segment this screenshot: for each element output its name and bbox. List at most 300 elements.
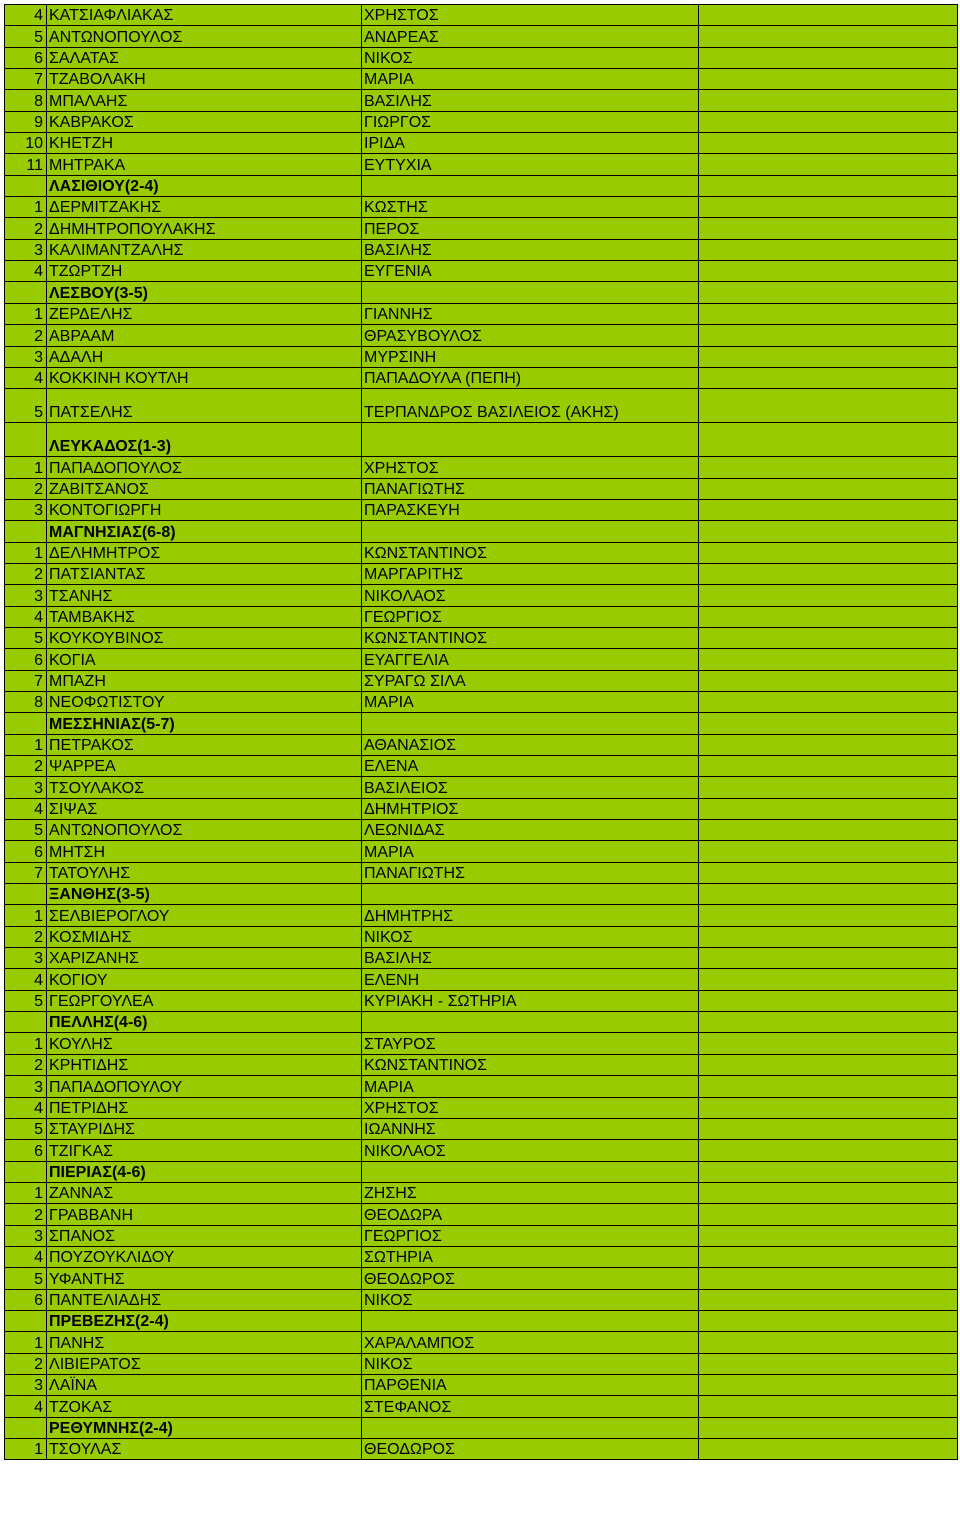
- first-name-cell[interactable]: ΣΤΕΦΑΝΟΣ: [362, 1396, 699, 1417]
- row-number-cell[interactable]: 6: [5, 1140, 47, 1161]
- empty-cell[interactable]: [699, 282, 958, 303]
- empty-cell[interactable]: [699, 585, 958, 606]
- row-number-cell[interactable]: 2: [5, 1204, 47, 1225]
- row-number-cell[interactable]: 10: [5, 133, 47, 154]
- region-name-cell[interactable]: ΡΕΘΥΜΝΗΣ(2-4): [47, 1417, 362, 1438]
- empty-cell[interactable]: [699, 734, 958, 755]
- first-name-cell[interactable]: ΓΕΩΡΓΙΟΣ: [362, 1225, 699, 1246]
- region-header-row: [5, 521, 958, 542]
- row-number-cell[interactable]: 11: [5, 154, 47, 175]
- first-name-cell[interactable]: ΜΥΡΣΙΝΗ: [362, 346, 699, 367]
- empty-cell[interactable]: [699, 5, 958, 26]
- first-name-cell[interactable]: [362, 1161, 699, 1182]
- region-header-row: [5, 423, 958, 457]
- row-number-cell[interactable]: 9: [5, 111, 47, 132]
- table-row: [5, 990, 958, 1011]
- surname-cell[interactable]: ΤΖΙΓΚΑΣ: [47, 1140, 362, 1161]
- region-name-cell[interactable]: ΠΙΕΡΙΑΣ(4-6): [47, 1161, 362, 1182]
- first-name-cell[interactable]: [362, 282, 699, 303]
- row-number-cell[interactable]: [5, 884, 47, 905]
- empty-cell[interactable]: [699, 905, 958, 926]
- row-number-cell[interactable]: 2: [5, 563, 47, 584]
- empty-cell[interactable]: [699, 521, 958, 542]
- empty-cell[interactable]: [699, 1332, 958, 1353]
- table-row: [5, 756, 958, 777]
- first-name-cell[interactable]: ΠΕΡΟΣ: [362, 218, 699, 239]
- empty-cell[interactable]: [699, 111, 958, 132]
- first-name-cell[interactable]: ΒΑΣΙΛΗΣ: [362, 90, 699, 111]
- row-number-cell[interactable]: 4: [5, 969, 47, 990]
- row-number-cell[interactable]: 2: [5, 1353, 47, 1374]
- table-row: [5, 606, 958, 627]
- row-number-cell[interactable]: 3: [5, 948, 47, 969]
- first-name-cell[interactable]: ΤΕΡΠΑΝΔΡΟΣ ΒΑΣΙΛΕΙΟΣ (ΑΚΗΣ): [362, 389, 699, 423]
- empty-cell[interactable]: [699, 1268, 958, 1289]
- first-name-cell[interactable]: ΔΗΜΗΤΡΙΟΣ: [362, 798, 699, 819]
- first-name-cell[interactable]: ΝΙΚΟΛΑΟΣ: [362, 1140, 699, 1161]
- empty-cell[interactable]: [699, 346, 958, 367]
- empty-cell[interactable]: [699, 990, 958, 1011]
- row-number-cell[interactable]: 7: [5, 862, 47, 883]
- first-name-cell[interactable]: ΚΩΣΤΗΣ: [362, 197, 699, 218]
- table-row: [5, 777, 958, 798]
- row-number-cell[interactable]: [5, 521, 47, 542]
- table-row: [5, 670, 958, 691]
- row-number-cell[interactable]: 1: [5, 1439, 47, 1460]
- first-name-cell[interactable]: ΜΑΡΙΑ: [362, 691, 699, 712]
- empty-cell[interactable]: [699, 1310, 958, 1331]
- first-name-cell[interactable]: ΔΗΜΗΤΡΗΣ: [362, 905, 699, 926]
- empty-cell[interactable]: [699, 239, 958, 260]
- first-name-cell[interactable]: ΜΑΡΙΑ: [362, 841, 699, 862]
- table-row: [5, 1246, 958, 1267]
- first-name-cell[interactable]: ΠΑΝΑΓΙΩΤΗΣ: [362, 862, 699, 883]
- empty-cell[interactable]: [699, 606, 958, 627]
- surname-cell[interactable]: ΤΖΟΚΑΣ: [47, 1396, 362, 1417]
- row-number-cell[interactable]: 4: [5, 5, 47, 26]
- row-number-cell[interactable]: 1: [5, 905, 47, 926]
- row-number-cell[interactable]: 2: [5, 1054, 47, 1075]
- empty-cell[interactable]: [699, 1097, 958, 1118]
- surname-cell[interactable]: ΥΦΑΝΤΗΣ: [47, 1268, 362, 1289]
- row-number-cell[interactable]: 2: [5, 478, 47, 499]
- region-name-cell[interactable]: ΛΕΥΚΑΔΟΣ(1-3): [47, 423, 362, 457]
- row-number-cell[interactable]: 3: [5, 1225, 47, 1246]
- row-number-cell[interactable]: 5: [5, 389, 47, 423]
- row-number-cell[interactable]: 1: [5, 457, 47, 478]
- surname-cell[interactable]: ΠΑΠΑΔΟΠΟΥΛΟΥ: [47, 1076, 362, 1097]
- surname-cell[interactable]: ΛΑΪΝΑ: [47, 1374, 362, 1395]
- row-number-cell[interactable]: 2: [5, 926, 47, 947]
- surname-cell[interactable]: ΠΑΠΑΔΟΠΟΥΛΟΣ: [47, 457, 362, 478]
- first-name-cell[interactable]: ΓΕΩΡΓΙΟΣ: [362, 606, 699, 627]
- first-name-cell[interactable]: ΚΩΝΣΤΑΝΤΙΝΟΣ: [362, 542, 699, 563]
- surname-cell[interactable]: ΚΟΥΚΟΥΒΙΝΟΣ: [47, 627, 362, 648]
- region-name-cell[interactable]: ΠΡΕΒΕΖΗΣ(2-4): [47, 1310, 362, 1331]
- table-row: [5, 90, 958, 111]
- surname-cell[interactable]: ΔΗΜΗΤΡΟΠΟΥΛΑΚΗΣ: [47, 218, 362, 239]
- row-number-cell[interactable]: 1: [5, 542, 47, 563]
- empty-cell[interactable]: [699, 1118, 958, 1139]
- empty-cell[interactable]: [699, 197, 958, 218]
- row-number-cell[interactable]: 5: [5, 627, 47, 648]
- surname-cell[interactable]: ΚΑΒΡΑΚΟΣ: [47, 111, 362, 132]
- surname-cell[interactable]: ΚΟΓΙΑ: [47, 649, 362, 670]
- empty-cell[interactable]: [699, 948, 958, 969]
- surname-cell[interactable]: ΤΣΑΝΗΣ: [47, 585, 362, 606]
- empty-cell[interactable]: [699, 1353, 958, 1374]
- first-name-cell[interactable]: [362, 884, 699, 905]
- region-header-row: [5, 1012, 958, 1033]
- empty-cell[interactable]: [699, 303, 958, 324]
- row-number-cell[interactable]: 5: [5, 820, 47, 841]
- first-name-cell[interactable]: ΣΤΑΥΡΟΣ: [362, 1033, 699, 1054]
- empty-cell[interactable]: [699, 1012, 958, 1033]
- first-name-cell[interactable]: [362, 521, 699, 542]
- first-name-cell[interactable]: ΕΥΑΓΓΕΛΙΑ: [362, 649, 699, 670]
- row-number-cell[interactable]: 4: [5, 606, 47, 627]
- region-name-cell[interactable]: ΛΕΣΒΟΥ(3-5): [47, 282, 362, 303]
- row-number-cell[interactable]: 3: [5, 1374, 47, 1395]
- row-number-cell[interactable]: 8: [5, 90, 47, 111]
- table-row: [5, 563, 958, 584]
- surname-cell[interactable]: ΑΔΑΛΗ: [47, 346, 362, 367]
- first-name-cell[interactable]: ΧΡΗΣΤΟΣ: [362, 5, 699, 26]
- surname-cell[interactable]: ΚΟΝΤΟΓΙΩΡΓΗ: [47, 499, 362, 520]
- row-number-cell[interactable]: [5, 282, 47, 303]
- first-name-cell[interactable]: ΧΡΗΣΤΟΣ: [362, 1097, 699, 1118]
- row-number-cell[interactable]: 1: [5, 1033, 47, 1054]
- first-name-cell[interactable]: ΑΝΔΡΕΑΣ: [362, 26, 699, 47]
- first-name-cell[interactable]: ΜΑΡΙΑ: [362, 1076, 699, 1097]
- table-row: [5, 261, 958, 282]
- row-number-cell[interactable]: 4: [5, 1097, 47, 1118]
- table-row: [5, 1439, 958, 1460]
- first-name-cell[interactable]: ΖΗΣΗΣ: [362, 1182, 699, 1203]
- empty-cell[interactable]: [699, 154, 958, 175]
- row-number-cell[interactable]: 2: [5, 218, 47, 239]
- surname-cell[interactable]: ΠΑΝΗΣ: [47, 1332, 362, 1353]
- first-name-cell[interactable]: ΘΕΟΔΩΡΟΣ: [362, 1268, 699, 1289]
- row-number-cell[interactable]: 4: [5, 367, 47, 388]
- first-name-cell[interactable]: ΜΑΡΙΑ: [362, 69, 699, 90]
- table-row: [5, 47, 958, 68]
- surname-cell[interactable]: ΨΑΡΡΕΑ: [47, 756, 362, 777]
- first-name-cell[interactable]: ΒΑΣΙΛΕΙΟΣ: [362, 777, 699, 798]
- row-number-cell[interactable]: 8: [5, 691, 47, 712]
- row-number-cell[interactable]: 3: [5, 585, 47, 606]
- surname-cell[interactable]: ΑΝΤΩΝΟΠΟΥΛΟΣ: [47, 26, 362, 47]
- region-header-row: [5, 713, 958, 734]
- row-number-cell[interactable]: 7: [5, 69, 47, 90]
- empty-cell[interactable]: [699, 1246, 958, 1267]
- first-name-cell[interactable]: ΕΛΕΝΑ: [362, 756, 699, 777]
- empty-cell[interactable]: [699, 1417, 958, 1438]
- empty-cell[interactable]: [699, 261, 958, 282]
- surname-cell[interactable]: ΤΖΩΡΤΖΗ: [47, 261, 362, 282]
- surname-cell[interactable]: ΤΑΤΟΥΛΗΣ: [47, 862, 362, 883]
- surname-cell[interactable]: ΖΕΡΔΕΛΗΣ: [47, 303, 362, 324]
- empty-cell[interactable]: [699, 457, 958, 478]
- region-name-cell[interactable]: ΜΑΓΝΗΣΙΑΣ(6-8): [47, 521, 362, 542]
- row-number-cell[interactable]: [5, 1012, 47, 1033]
- surname-cell[interactable]: ΣΕΛΒΙΕΡΟΓΛΟΥ: [47, 905, 362, 926]
- table-row: [5, 1140, 958, 1161]
- first-name-cell[interactable]: ΠΑΡΘΕΝΙΑ: [362, 1374, 699, 1395]
- row-number-cell[interactable]: 6: [5, 1289, 47, 1310]
- surname-cell[interactable]: ΠΕΤΡΙΔΗΣ: [47, 1097, 362, 1118]
- empty-cell[interactable]: [699, 1182, 958, 1203]
- empty-cell[interactable]: [699, 649, 958, 670]
- empty-cell[interactable]: [699, 1225, 958, 1246]
- surname-cell[interactable]: ΜΠΑΛΑΗΣ: [47, 90, 362, 111]
- first-name-cell[interactable]: ΠΑΡΑΣΚΕΥΗ: [362, 499, 699, 520]
- first-name-cell[interactable]: ΜΑΡΓΑΡΙΤΗΣ: [362, 563, 699, 584]
- surname-cell[interactable]: ΝΕΟΦΩΤΙΣΤΟΥ: [47, 691, 362, 712]
- region-header-row: [5, 1310, 958, 1331]
- empty-cell[interactable]: [699, 969, 958, 990]
- row-number-cell[interactable]: 1: [5, 303, 47, 324]
- first-name-cell[interactable]: ΚΩΝΣΤΑΝΤΙΝΟΣ: [362, 627, 699, 648]
- table-row: [5, 1097, 958, 1118]
- region-name-cell[interactable]: ΜΕΣΣΗΝΙΑΣ(5-7): [47, 713, 362, 734]
- empty-cell[interactable]: [699, 820, 958, 841]
- surname-cell[interactable]: ΓΕΩΡΓΟΥΛΕΑ: [47, 990, 362, 1011]
- first-name-cell[interactable]: ΝΙΚΟΣ: [362, 1353, 699, 1374]
- empty-cell[interactable]: [699, 563, 958, 584]
- empty-cell[interactable]: [699, 542, 958, 563]
- first-name-cell[interactable]: ΙΩΑΝΝΗΣ: [362, 1118, 699, 1139]
- surname-cell[interactable]: ΚΗΕΤΖΗ: [47, 133, 362, 154]
- first-name-cell[interactable]: ΚΥΡΙΑΚΗ - ΣΩΤΗΡΙΑ: [362, 990, 699, 1011]
- surname-cell[interactable]: ΖΑΝΝΑΣ: [47, 1182, 362, 1203]
- first-name-cell[interactable]: ΘΕΟΔΩΡΟΣ: [362, 1439, 699, 1460]
- surname-cell[interactable]: ΛΙΒΙΕΡΑΤΟΣ: [47, 1353, 362, 1374]
- first-name-cell[interactable]: [362, 713, 699, 734]
- empty-cell[interactable]: [699, 1204, 958, 1225]
- table-row: [5, 969, 958, 990]
- first-name-cell[interactable]: ΙΡΙΔΑ: [362, 133, 699, 154]
- first-name-cell[interactable]: [362, 1310, 699, 1331]
- row-number-cell[interactable]: 3: [5, 346, 47, 367]
- table-row: [5, 1225, 958, 1246]
- empty-cell[interactable]: [699, 1396, 958, 1417]
- empty-cell[interactable]: [699, 1076, 958, 1097]
- surname-cell[interactable]: ΤΣΟΥΛΑΚΟΣ: [47, 777, 362, 798]
- surname-cell[interactable]: ΠΕΤΡΑΚΟΣ: [47, 734, 362, 755]
- row-number-cell[interactable]: 5: [5, 1118, 47, 1139]
- table-row: [5, 239, 958, 260]
- empty-cell[interactable]: [699, 756, 958, 777]
- empty-cell[interactable]: [699, 69, 958, 90]
- first-name-cell[interactable]: ΝΙΚΟΣ: [362, 1289, 699, 1310]
- surname-cell[interactable]: ΠΟΥΖΟΥΚΛΙΔΟΥ: [47, 1246, 362, 1267]
- row-number-cell[interactable]: 3: [5, 777, 47, 798]
- empty-cell[interactable]: [699, 47, 958, 68]
- empty-cell[interactable]: [699, 325, 958, 346]
- first-name-cell[interactable]: ΚΩΝΣΤΑΝΤΙΝΟΣ: [362, 1054, 699, 1075]
- first-name-cell[interactable]: [362, 1012, 699, 1033]
- table-row: [5, 325, 958, 346]
- row-number-cell[interactable]: 4: [5, 1396, 47, 1417]
- table-row: [5, 389, 958, 423]
- surname-cell[interactable]: ΔΕΡΜΙΤΖΑΚΗΣ: [47, 197, 362, 218]
- row-number-cell[interactable]: 3: [5, 1076, 47, 1097]
- row-number-cell[interactable]: 2: [5, 756, 47, 777]
- surname-cell[interactable]: ΣΠΑΝΟΣ: [47, 1225, 362, 1246]
- table-row: [5, 820, 958, 841]
- empty-cell[interactable]: [699, 26, 958, 47]
- surname-cell[interactable]: ΚΑΛΙΜΑΝΤΖΑΛΗΣ: [47, 239, 362, 260]
- surname-cell[interactable]: ΜΠΑΖΗ: [47, 670, 362, 691]
- empty-cell[interactable]: [699, 798, 958, 819]
- surname-cell[interactable]: ΚΟΣΜΙΔΗΣ: [47, 926, 362, 947]
- empty-cell[interactable]: [699, 1054, 958, 1075]
- surname-cell[interactable]: ΚΟΓΙΟΥ: [47, 969, 362, 990]
- empty-cell[interactable]: [699, 423, 958, 457]
- first-name-cell[interactable]: ΘΡΑΣΥΒΟΥΛΟΣ: [362, 325, 699, 346]
- surname-cell[interactable]: ΠΑΤΣΕΛΗΣ: [47, 389, 362, 423]
- row-number-cell[interactable]: 2: [5, 325, 47, 346]
- row-number-cell[interactable]: 5: [5, 990, 47, 1011]
- empty-cell[interactable]: [699, 627, 958, 648]
- surname-cell[interactable]: ΚΟΥΛΗΣ: [47, 1033, 362, 1054]
- row-number-cell[interactable]: 1: [5, 197, 47, 218]
- empty-cell[interactable]: [699, 1439, 958, 1460]
- empty-cell[interactable]: [699, 926, 958, 947]
- table-row: [5, 499, 958, 520]
- first-name-cell[interactable]: ΛΕΩΝΙΔΑΣ: [362, 820, 699, 841]
- first-name-cell[interactable]: ΣΥΡΑΓΩ ΣΙΛΑ: [362, 670, 699, 691]
- surname-cell[interactable]: ΣΤΑΥΡΙΔΗΣ: [47, 1118, 362, 1139]
- first-name-cell[interactable]: ΕΥΓΕΝΙΑ: [362, 261, 699, 282]
- empty-cell[interactable]: [699, 133, 958, 154]
- first-name-cell[interactable]: ΠΑΠΑΔΟΥΛΑ (ΠΕΠΗ): [362, 367, 699, 388]
- empty-cell[interactable]: [699, 175, 958, 196]
- empty-cell[interactable]: [699, 1289, 958, 1310]
- empty-cell[interactable]: [699, 777, 958, 798]
- surname-cell[interactable]: ΜΗΤΡΑΚΑ: [47, 154, 362, 175]
- region-name-cell[interactable]: ΞΑΝΘΗΣ(3-5): [47, 884, 362, 905]
- row-number-cell[interactable]: [5, 423, 47, 457]
- row-number-cell[interactable]: 1: [5, 1182, 47, 1203]
- row-number-cell[interactable]: 1: [5, 1332, 47, 1353]
- first-name-cell[interactable]: ΓΙΩΡΓΟΣ: [362, 111, 699, 132]
- empty-cell[interactable]: [699, 691, 958, 712]
- first-name-cell[interactable]: ΧΡΗΣΤΟΣ: [362, 457, 699, 478]
- empty-cell[interactable]: [699, 1374, 958, 1395]
- row-number-cell[interactable]: 4: [5, 798, 47, 819]
- empty-cell[interactable]: [699, 389, 958, 423]
- row-number-cell[interactable]: 3: [5, 239, 47, 260]
- first-name-cell[interactable]: ΣΩΤΗΡΙΑ: [362, 1246, 699, 1267]
- empty-cell[interactable]: [699, 884, 958, 905]
- first-name-cell[interactable]: ΓΙΑΝΝΗΣ: [362, 303, 699, 324]
- empty-cell[interactable]: [699, 1033, 958, 1054]
- row-number-cell[interactable]: 6: [5, 649, 47, 670]
- first-name-cell[interactable]: ΘΕΟΔΩΡΑ: [362, 1204, 699, 1225]
- first-name-cell[interactable]: [362, 1417, 699, 1438]
- empty-cell[interactable]: [699, 1161, 958, 1182]
- row-number-cell[interactable]: 5: [5, 1268, 47, 1289]
- surname-cell[interactable]: ΑΒΡΑΑΜ: [47, 325, 362, 346]
- surname-cell[interactable]: ΣΑΛΑΤΑΣ: [47, 47, 362, 68]
- empty-cell[interactable]: [699, 478, 958, 499]
- first-name-cell[interactable]: [362, 423, 699, 457]
- region-name-cell[interactable]: ΛΑΣΙΘΙΟΥ(2-4): [47, 175, 362, 196]
- first-name-cell[interactable]: ΝΙΚΟΣ: [362, 47, 699, 68]
- first-name-cell[interactable]: ΠΑΝΑΓΙΩΤΗΣ: [362, 478, 699, 499]
- table-row: [5, 303, 958, 324]
- surname-cell[interactable]: ΠΑΤΣΙΑΝΤΑΣ: [47, 563, 362, 584]
- row-number-cell[interactable]: 5: [5, 26, 47, 47]
- empty-cell[interactable]: [699, 499, 958, 520]
- surname-cell[interactable]: ΣΙΨΑΣ: [47, 798, 362, 819]
- first-name-cell[interactable]: ΝΙΚΟΣ: [362, 926, 699, 947]
- empty-cell[interactable]: [699, 218, 958, 239]
- first-name-cell[interactable]: ΕΛΕΝΗ: [362, 969, 699, 990]
- empty-cell[interactable]: [699, 670, 958, 691]
- empty-cell[interactable]: [699, 841, 958, 862]
- first-name-cell[interactable]: ΧΑΡΑΛΑΜΠΟΣ: [362, 1332, 699, 1353]
- surname-cell[interactable]: ΧΑΡΙΖΑΝΗΣ: [47, 948, 362, 969]
- surname-cell[interactable]: ΤΖΑΒΟΛΑΚΗ: [47, 69, 362, 90]
- first-name-cell[interactable]: ΒΑΣΙΛΗΣ: [362, 239, 699, 260]
- surname-cell[interactable]: ΚΟΚΚΙΝΗ ΚΟΥΤΛΗ: [47, 367, 362, 388]
- row-number-cell[interactable]: 4: [5, 261, 47, 282]
- first-name-cell[interactable]: [362, 175, 699, 196]
- row-number-cell[interactable]: 4: [5, 1246, 47, 1267]
- table-row: [5, 691, 958, 712]
- first-name-cell[interactable]: ΑΘΑΝΑΣΙΟΣ: [362, 734, 699, 755]
- table-row: [5, 69, 958, 90]
- empty-cell[interactable]: [699, 862, 958, 883]
- surname-cell[interactable]: ΠΑΝΤΕΛΙΑΔΗΣ: [47, 1289, 362, 1310]
- row-number-cell[interactable]: [5, 1417, 47, 1438]
- row-number-cell[interactable]: [5, 175, 47, 196]
- surname-cell[interactable]: ΚΡΗΤΙΔΗΣ: [47, 1054, 362, 1075]
- row-number-cell[interactable]: [5, 713, 47, 734]
- row-number-cell[interactable]: 6: [5, 841, 47, 862]
- surname-cell[interactable]: ΖΑΒΙΤΣΑΝΟΣ: [47, 478, 362, 499]
- surname-cell[interactable]: ΔΕΛΗΜΗΤΡΟΣ: [47, 542, 362, 563]
- surname-cell[interactable]: ΜΗΤΣΗ: [47, 841, 362, 862]
- surname-cell[interactable]: ΑΝΤΩΝΟΠΟΥΛΟΣ: [47, 820, 362, 841]
- empty-cell[interactable]: [699, 713, 958, 734]
- surname-cell[interactable]: ΤΑΜΒΑΚΗΣ: [47, 606, 362, 627]
- table-row: [5, 1054, 958, 1075]
- row-number-cell[interactable]: [5, 1161, 47, 1182]
- first-name-cell[interactable]: ΝΙΚΟΛΑΟΣ: [362, 585, 699, 606]
- row-number-cell[interactable]: [5, 1310, 47, 1331]
- row-number-cell[interactable]: 6: [5, 47, 47, 68]
- first-name-cell[interactable]: ΕΥΤΥΧΙΑ: [362, 154, 699, 175]
- surname-cell[interactable]: ΚΑΤΣΙΑΦΛΙΑΚΑΣ: [47, 5, 362, 26]
- empty-cell[interactable]: [699, 367, 958, 388]
- surname-cell[interactable]: ΤΣΟΥΛΑΣ: [47, 1439, 362, 1460]
- empty-cell[interactable]: [699, 1140, 958, 1161]
- row-number-cell[interactable]: 1: [5, 734, 47, 755]
- surname-cell[interactable]: ΓΡΑΒΒΑΝΗ: [47, 1204, 362, 1225]
- table-row: [5, 948, 958, 969]
- row-number-cell[interactable]: 3: [5, 499, 47, 520]
- row-number-cell[interactable]: 7: [5, 670, 47, 691]
- table-row: [5, 111, 958, 132]
- region-name-cell[interactable]: ΠΕΛΛΗΣ(4-6): [47, 1012, 362, 1033]
- empty-cell[interactable]: [699, 90, 958, 111]
- first-name-cell[interactable]: ΒΑΣΙΛΗΣ: [362, 948, 699, 969]
- table-row: [5, 926, 958, 947]
